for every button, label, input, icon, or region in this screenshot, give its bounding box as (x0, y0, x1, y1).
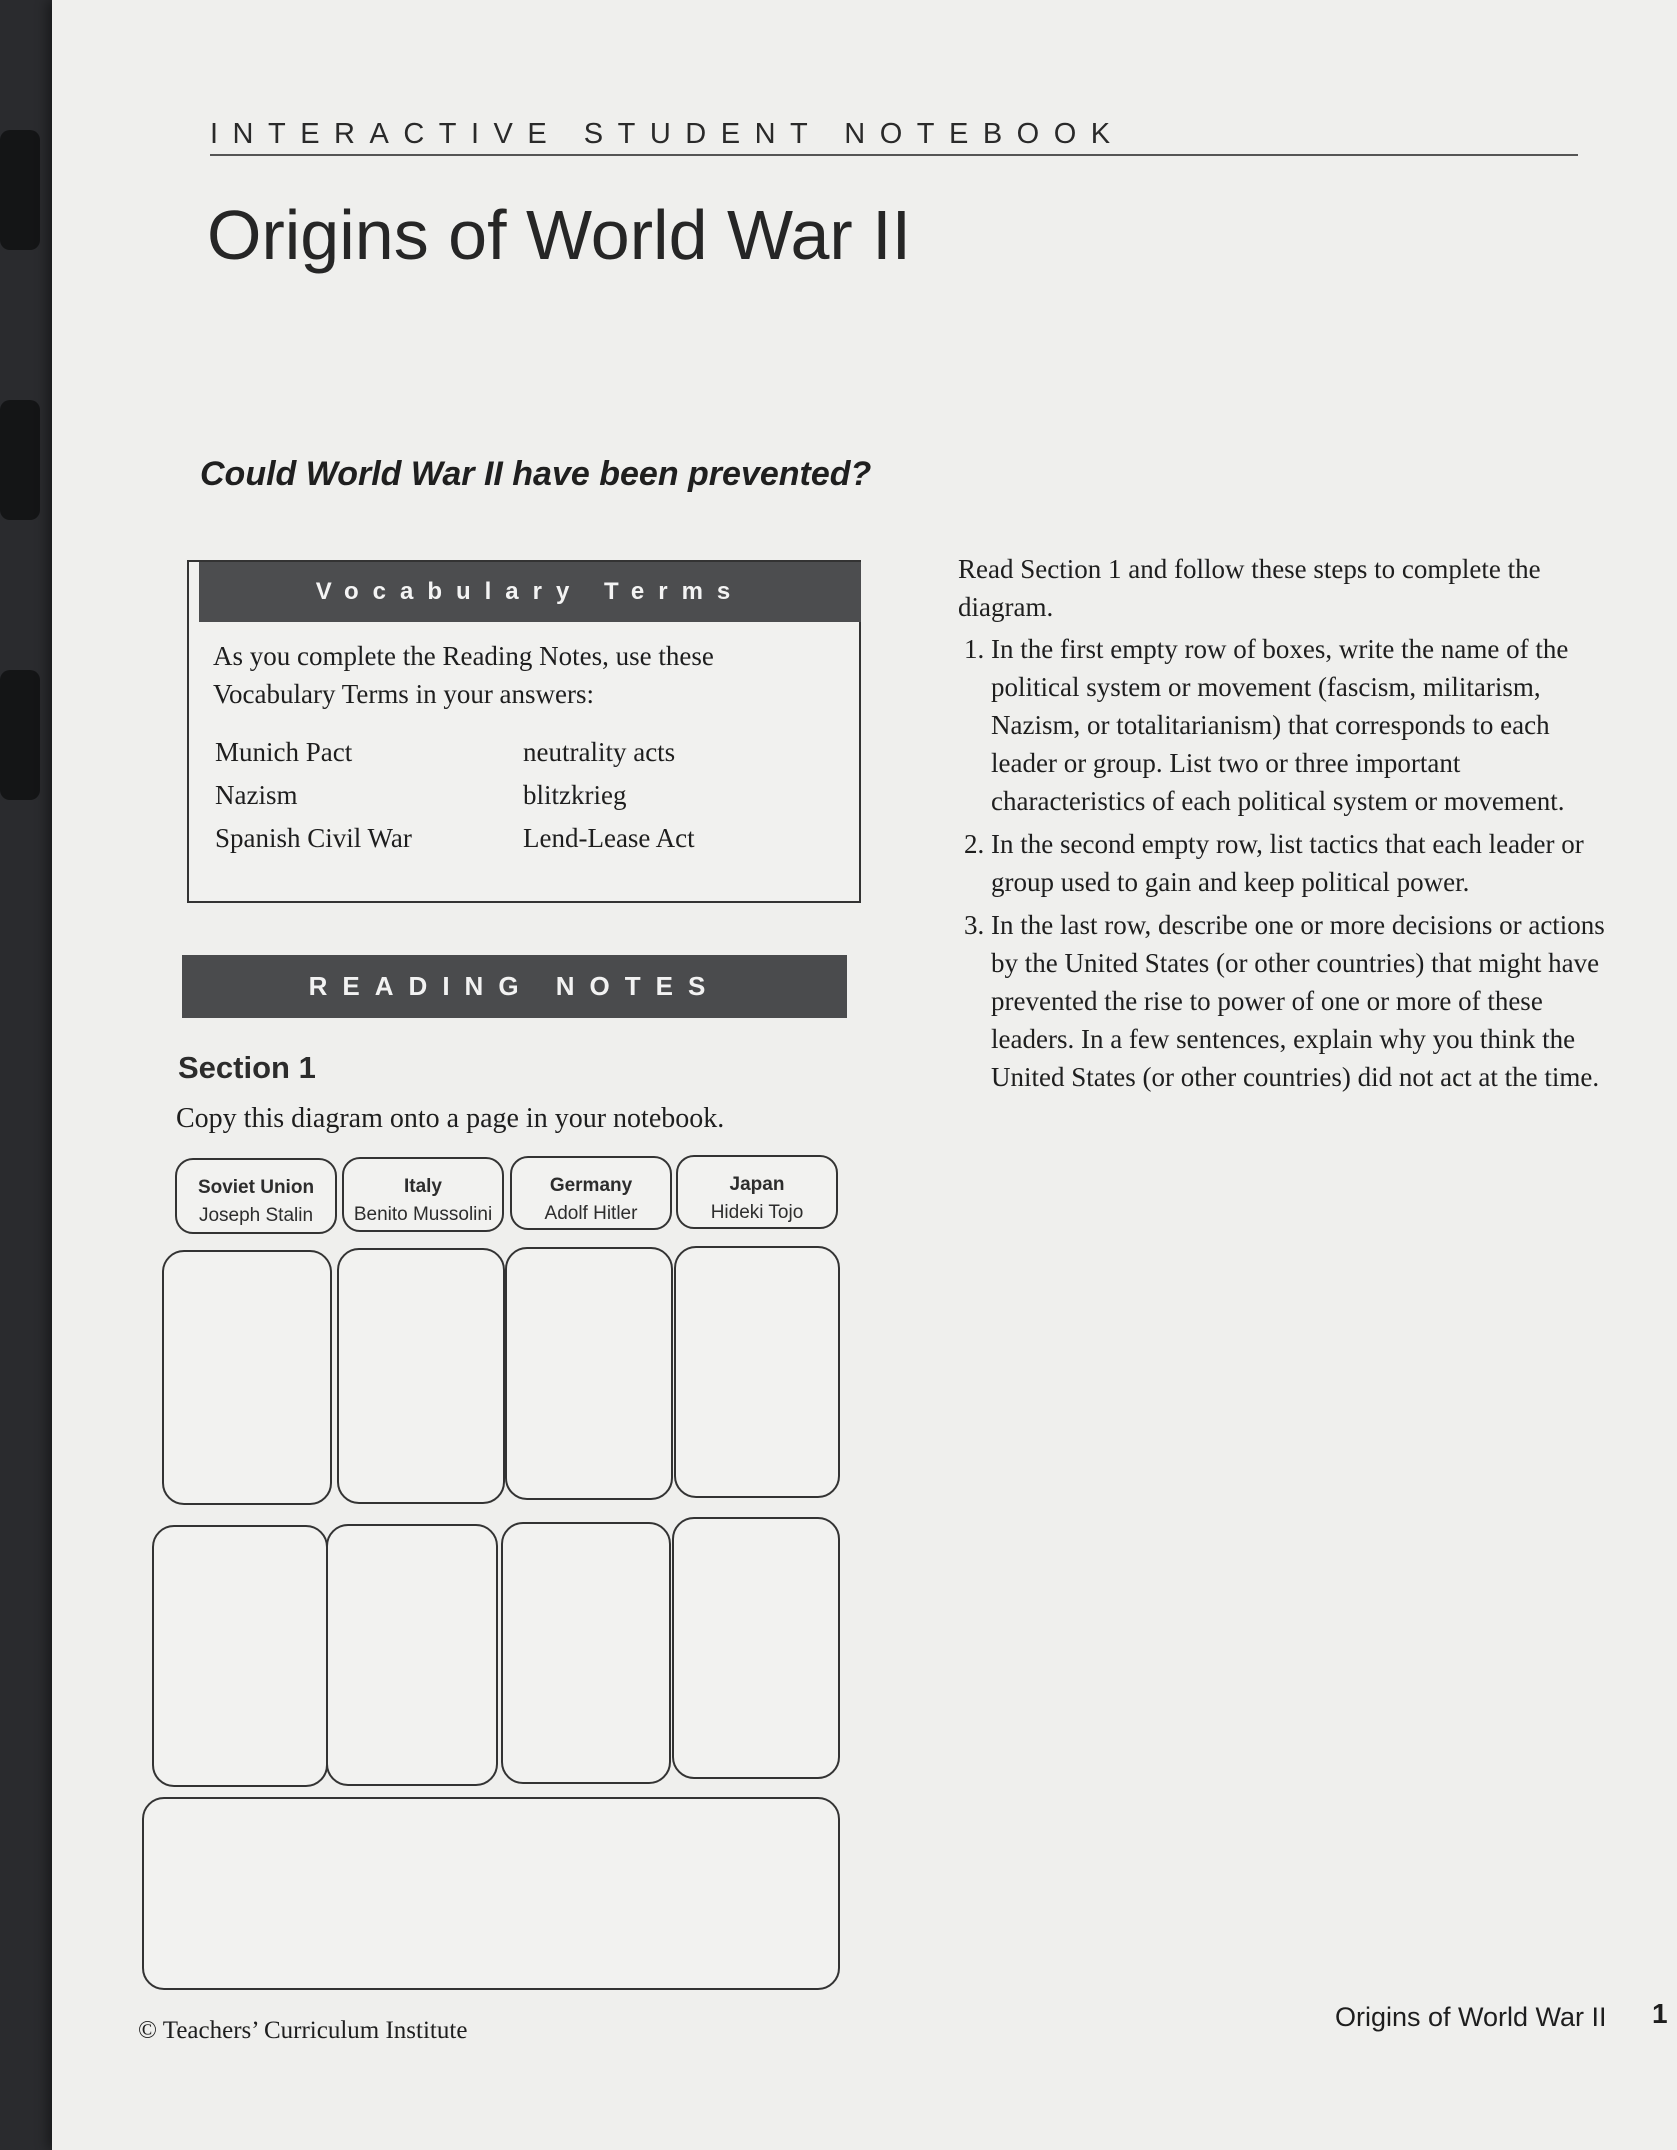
country-label: Germany (549, 1175, 633, 1196)
keyboard-key (0, 130, 40, 250)
diagram-box-row3-wide (142, 1797, 840, 1990)
diagram-box-row2-germany (501, 1522, 671, 1784)
vocabulary-term: neutrality acts (523, 737, 676, 767)
keyboard-key (0, 670, 40, 800)
vocabulary-term: blitzkrieg (523, 780, 627, 810)
instruction-step: 1. In the first empty row of boxes, write the name of the political system or movement (fascism, militarism, Nazism, or totalitarianism) that corresponds to each leader or group. List two or three important characteristics of each political system or movement. (991, 630, 1618, 820)
leader-name: Adolf Hitler (544, 1203, 638, 1224)
vocabulary-intro: As you complete the Reading Notes, use these Vocabulary Terms in your answers: (213, 641, 714, 709)
diagram-box-row2-soviet-union (152, 1525, 328, 1787)
worksheet-page (52, 0, 1677, 2150)
keyboard-key (0, 400, 40, 520)
diagram-box-row1-italy (337, 1248, 505, 1504)
page-title: Origins of World War II (207, 196, 912, 274)
copyright: © Teachers’ Curriculum Institute (138, 2017, 468, 2044)
diagram-box-row1-japan (674, 1246, 840, 1498)
vocabulary-term: Munich Pact (215, 737, 353, 767)
country-label: Italy (403, 1176, 443, 1197)
vocabulary-heading: Vocabulary Terms (199, 562, 861, 622)
copy-instruction: Copy this diagram onto a page in your notebook. (176, 1103, 725, 1134)
country-label: Japan (729, 1174, 785, 1195)
instruction-step: 2. In the second empty row, list tactics that each leader or group used to gain and keep political power. (991, 825, 1618, 901)
diagram-header-italy (342, 1157, 504, 1232)
diagram-box-row1-soviet-union (162, 1250, 332, 1505)
vocabulary-term: Lend-Lease Act (523, 823, 695, 853)
instructions (958, 550, 1618, 1101)
header-divider (210, 154, 1578, 156)
reading-notes-heading: READING NOTES (182, 955, 847, 1018)
diagram-box-row2-italy (326, 1524, 498, 1786)
vocabulary-term: Spanish Civil War (215, 823, 412, 853)
instructions-steps (958, 630, 1618, 1096)
vocabulary-box (187, 560, 861, 903)
diagram-header-germany (510, 1156, 672, 1230)
notebook-label: INTERACTIVE STUDENT NOTEBOOK (210, 118, 1125, 150)
leader-name: Benito Mussolini (353, 1204, 493, 1225)
section-title: Section 1 (178, 1050, 316, 1085)
footer-chapter-title: Origins of World War II (1335, 2002, 1607, 2032)
diagram-box-row1-germany (505, 1247, 673, 1500)
diagram-header-japan (676, 1155, 838, 1229)
instructions-intro: Read Section 1 and follow these steps to complete the diagram. (958, 554, 1541, 622)
country-label: Soviet Union (197, 1177, 315, 1198)
vocabulary-term: Nazism (215, 780, 298, 810)
diagram-box-row2-japan (672, 1517, 840, 1779)
diagram-header-soviet-union (175, 1158, 337, 1234)
instruction-step: 3. In the last row, describe one or more decisions or actions by the United States (or other countries) that might have prevented the rise to power of one or more of these leaders. In a few sentences, explain why you think the United States (or other countries) did not act at the time. (991, 906, 1618, 1096)
page-number: 1 (1652, 1998, 1668, 2029)
essential-question: Could World War II have been prevented? (200, 455, 872, 493)
leader-name: Hideki Tojo (710, 1202, 804, 1223)
leader-name: Joseph Stalin (198, 1205, 314, 1226)
